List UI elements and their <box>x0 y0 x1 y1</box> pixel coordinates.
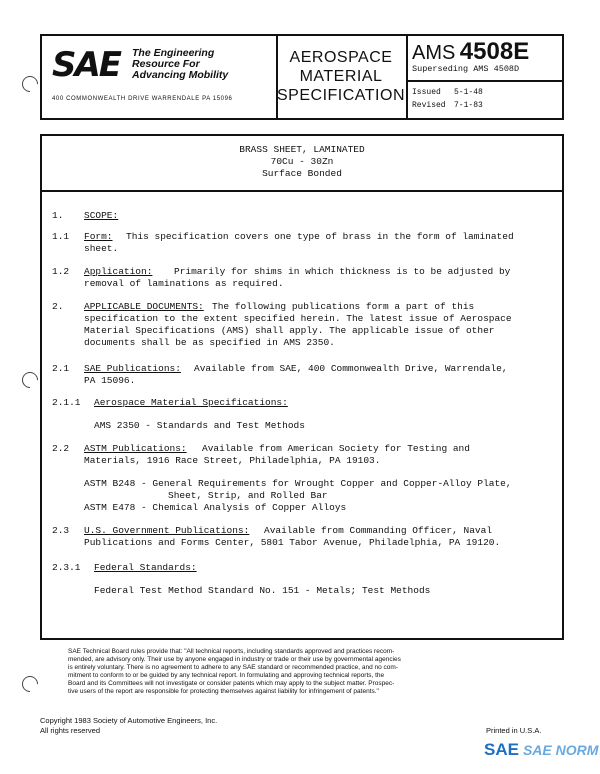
section-num: 1.1 <box>52 231 70 242</box>
tagline-line: Advancing Mobility <box>132 69 229 81</box>
reference-item: ASTM B248 - General Requirements for Wrought Copper and Copper-Alloy Plate, <box>84 478 512 489</box>
logo-cell <box>42 36 278 118</box>
copyright-line: Copyright 1983 Society of Automotive Engineers, Inc. <box>40 716 218 725</box>
doc-type-line: AEROSPACE <box>289 49 393 66</box>
section-num: 2.1.1 <box>52 397 81 408</box>
punch-hole-middle <box>19 369 42 392</box>
title-line: 70Cu - 30Zn <box>270 156 334 167</box>
revised-date: 7-1-83 <box>454 101 483 110</box>
title-line: Surface Bonded <box>262 168 342 179</box>
section-title: U.S. Government Publications: <box>84 525 250 536</box>
superseding: Superseding AMS 4508D <box>412 64 520 74</box>
sae-norm-watermark <box>484 740 598 760</box>
issued-line <box>412 88 483 97</box>
section-text: Publications and Forms Center, 5801 Tabor Avenue, Philadelphia, PA 19120. <box>84 537 501 548</box>
section-title: Federal Standards: <box>94 562 197 573</box>
section-text: removal of laminations as required. <box>84 278 284 289</box>
section-text: The following publications form a part of this <box>212 301 475 312</box>
spec-header <box>40 34 564 120</box>
section-title: Aerospace Material Specifications: <box>94 397 288 408</box>
notice-line: mended, are advisory only. Their use by anyone engaged in industry or trade or their use by governmental agencies <box>68 656 401 663</box>
section-num: 2. <box>52 301 64 312</box>
section-num: 1. <box>52 210 64 221</box>
section-text: specification to the extent specified herein. The latest issue of Aerospace <box>84 313 512 324</box>
section-num: 2.3.1 <box>52 562 81 573</box>
revised-label: Revised <box>412 101 446 110</box>
section-num: 1.2 <box>52 266 70 277</box>
ams-cell <box>406 36 562 118</box>
copyright <box>40 716 217 736</box>
sae-logo: SAE <box>52 45 121 85</box>
technical-board-notice <box>68 648 544 696</box>
section-title: ASTM Publications: <box>84 443 187 454</box>
ams-label: AMS <box>412 42 456 64</box>
revised-line <box>412 101 483 110</box>
reference-item: ASTM E478 - Chemical Analysis of Copper Alloys <box>84 502 347 513</box>
section-title: SAE Publications: <box>84 363 181 374</box>
section-text: documents shall be as specified in AMS 2350. <box>84 337 335 348</box>
section-title: SCOPE: <box>84 210 119 221</box>
section-text: sheet. <box>84 243 119 254</box>
section-title: APPLICABLE DOCUMENTS: <box>84 301 204 312</box>
doc-type-line: MATERIAL <box>299 68 383 85</box>
ams-number-value: 4508E <box>459 38 530 65</box>
section-title: Form: <box>84 231 113 242</box>
notice-line: SAE Technical Board rules provide that: "All technical reports, including standards approved and practices recom- <box>68 648 395 655</box>
ams-number <box>412 38 529 66</box>
title-line: BRASS SHEET, LAMINATED <box>239 144 365 155</box>
section-text: Available from Commanding Officer, Naval <box>264 525 493 536</box>
section-num: 2.3 <box>52 525 70 536</box>
notice-line: Board and its Committees will not investigate or consider patents which may apply to the subject matter. Prospec- <box>68 680 395 687</box>
section-num: 2.1 <box>52 363 70 374</box>
section-text: Available from American Society for Testing and <box>202 443 470 454</box>
tagline-line: The Engineering <box>132 47 215 59</box>
issued-label: Issued <box>412 88 441 97</box>
section-text: Materials, 1916 Race Street, Philadelphia, PA 19103. <box>84 455 381 466</box>
notice-line: mitment to conform to or be guided by any technical report. In formulating and approving technical reports, the <box>68 672 385 679</box>
section-num: 2.2 <box>52 443 70 454</box>
section-text: PA 15096. <box>84 375 136 386</box>
section-text: Available from SAE, 400 Commonwealth Drive, Warrendale, <box>194 363 508 374</box>
printed-in: Printed in U.S.A. <box>486 726 542 735</box>
doc-type-cell <box>276 36 408 118</box>
sae-tagline <box>132 48 228 81</box>
tagline-line: Resource For <box>132 58 200 70</box>
material-title <box>42 136 562 192</box>
doc-type-line: SPECIFICATION <box>277 87 405 104</box>
punch-hole-bottom <box>19 673 42 696</box>
norm-text: SAE NORM <box>522 742 599 758</box>
punch-hole-top <box>19 73 42 96</box>
reference-item: Federal Test Method Standard No. 151 - Metals; Test Methods <box>94 585 431 596</box>
section-text: Material Specifications (AMS) shall apply. The applicable issue of other <box>84 325 495 336</box>
reference-item: Sheet, Strip, and Rolled Bar <box>168 490 328 501</box>
doc-type <box>276 48 406 105</box>
sae-address: 400 COMMONWEALTH DRIVE WARRENDALE PA 15096 <box>52 96 233 102</box>
notice-line: tive users of the report are responsible for protecting themselves against liability for infringement of patents." <box>68 688 379 695</box>
spec-body <box>40 134 564 640</box>
reference-item: AMS 2350 - Standards and Test Methods <box>94 420 305 431</box>
issued-date: 5-1-48 <box>454 88 483 97</box>
copyright-line: All rights reserved <box>40 726 101 735</box>
notice-line: is entirely voluntary. There is no agreement to adhere to any SAE standard or recommended practice, and no com- <box>68 664 398 671</box>
section-text: This specification covers one type of brass in the form of laminated <box>126 231 514 242</box>
section-title: Application: <box>84 266 153 277</box>
norm-sae-mark: SAE <box>484 740 519 759</box>
section-text: Primarily for shims in which thickness is to be adjusted by <box>174 266 511 277</box>
ams-number-box <box>406 36 562 82</box>
